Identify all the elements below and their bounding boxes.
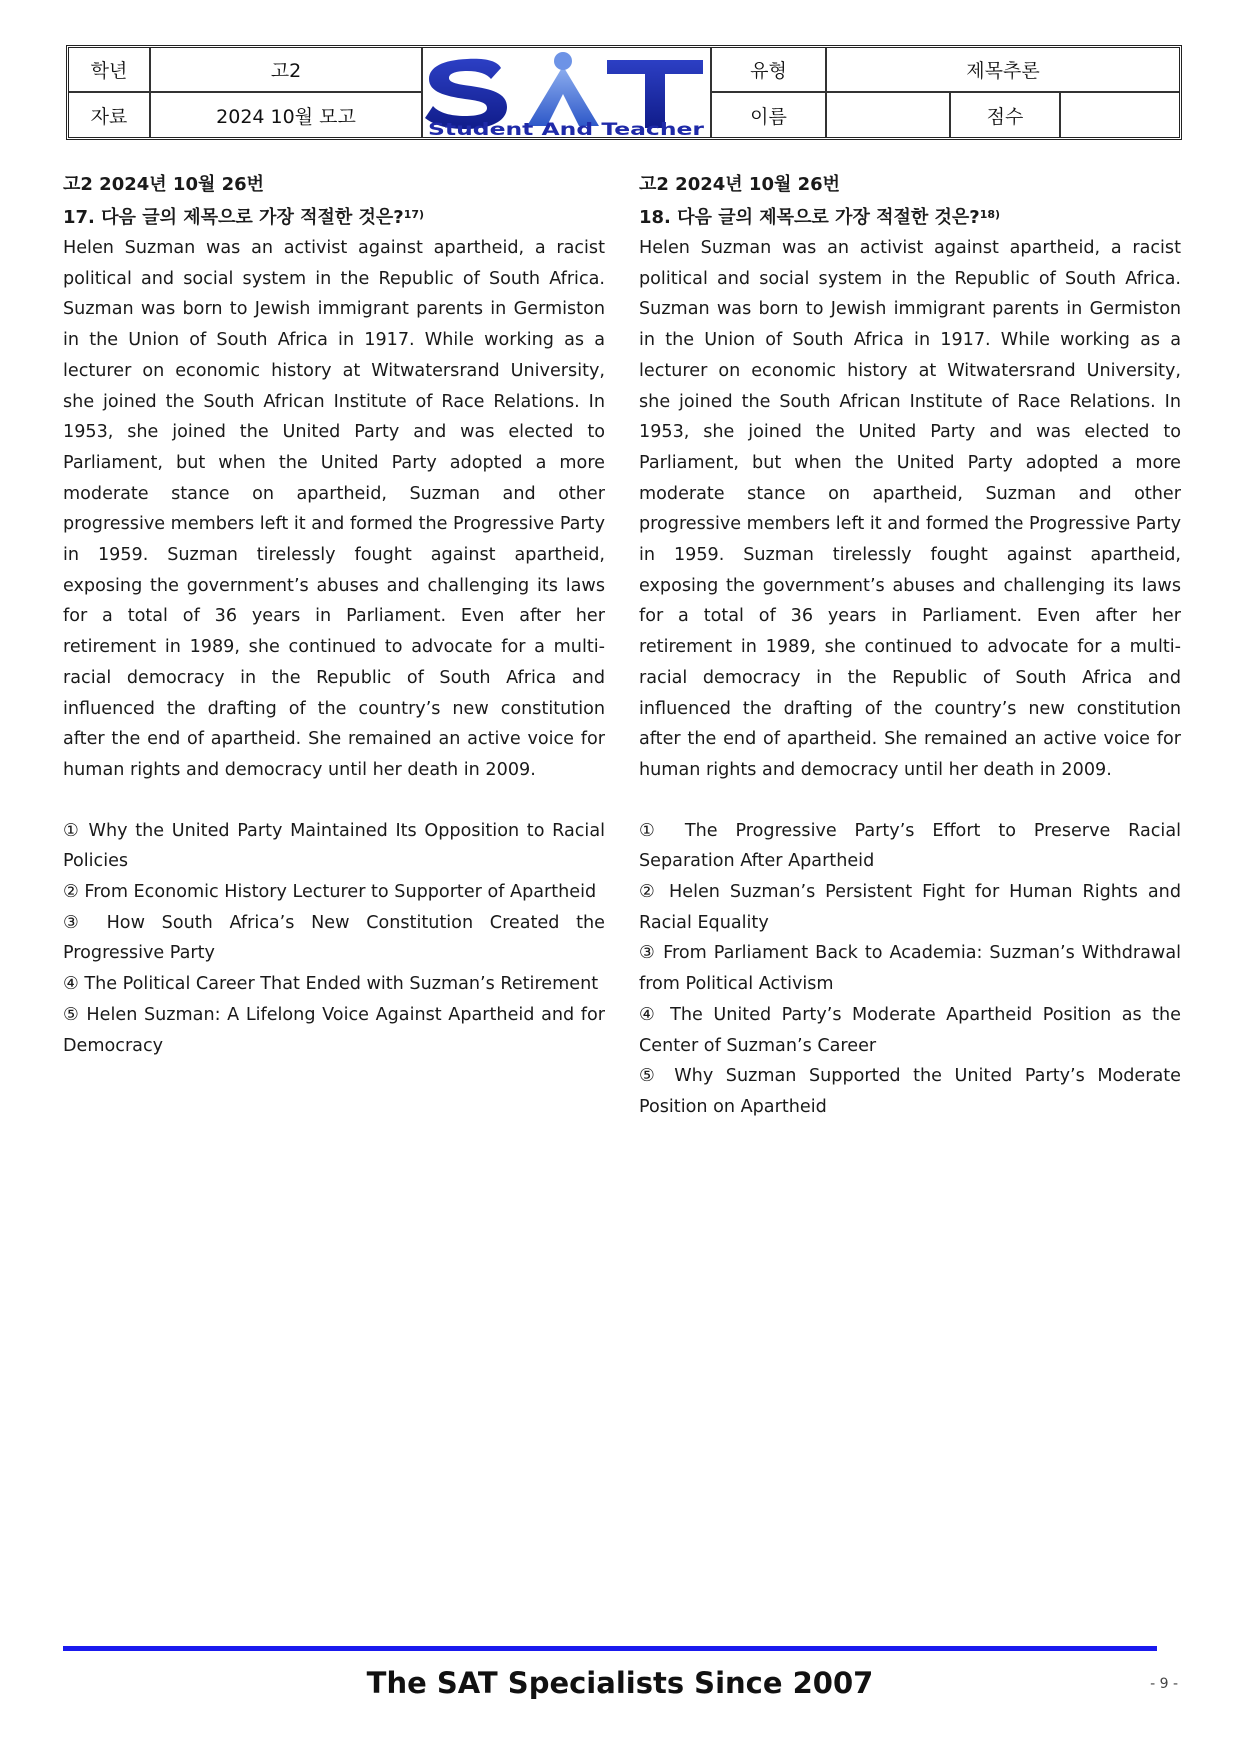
type-label: 유형 [750, 60, 787, 82]
grade-value: 고2 [270, 60, 302, 82]
answer-option-2[interactable]: ② From Economic History Lecturer to Supporter of Apartheid [63, 882, 597, 903]
header-table [66, 45, 1182, 140]
answer-option-5[interactable]: ⑤ Helen Suzman: A Lifelong Voice Against Apartheid and for Democracy [63, 1004, 605, 1056]
question-source: 고2 2024년 10월 26번 [639, 174, 841, 195]
material-value: 2024 10월 모고 [216, 105, 356, 128]
passage-text: Helen Suzman was an activist against apartheid, a racist political and social system in the Republic of South Africa. Suzman was born to Jewish immigrant parents in Germiston in the Union of South Africa in 1917. While working as a lecturer on economic history at Witwatersrand University, she joined the South African Institute of Race Relations. In 1953, she joined the United Party and was elected to Parliament, but when the United Party adopted a more moderate stance on apartheid, Suzman and other progressive members left it and formed the Progressive Party in 1959. Suzman tirelessly fought against apartheid, exposing the government’s abuses and challenging its laws for a total of 36 years in Parliament. Even after her retirement in 1989, she continued to advocate for a multi-racial democracy in the Republic of South Africa and influenced the drafting of the country’s new constitution after the end of apartheid. She remained an active voice for human rights and democracy until her death in 2009. [63, 238, 605, 780]
answer-option-4[interactable]: ④ The United Party’s Moderate Apartheid Position as the Center of Suzman’s Career [639, 1004, 1181, 1056]
question-17 [63, 170, 605, 1061]
answer-options [639, 816, 1181, 1123]
material-label: 자료 [90, 105, 128, 128]
question-title-text: 18. 다음 글의 제목으로 가장 적절한 것은? [639, 207, 980, 228]
answer-option-4[interactable]: ④ The Political Career That Ended with Suzman’s Retirement [63, 974, 599, 995]
question-title [63, 200, 605, 233]
answer-option-5[interactable]: ⑤ Why Suzman Supported the United Party’s Moderate Position on Apartheid [639, 1066, 1181, 1117]
answer-option-3[interactable]: ③ From Parliament Back to Academia: Suzman’s Withdrawal from Political Activism [639, 943, 1181, 995]
footer-divider [63, 1646, 1157, 1651]
question-title-text: 17. 다음 글의 제목으로 가장 적절한 것은? [63, 207, 404, 228]
answer-option-1[interactable]: ① The Progressive Party’s Effort to Preserve Racial Separation After Apartheid [639, 820, 1181, 872]
question-source: 고2 2024년 10월 26번 [63, 174, 265, 195]
answer-option-3[interactable]: ③ How South Africa’s New Constitution Created the Progressive Party [63, 912, 605, 964]
answer-options [63, 816, 605, 1062]
score-field[interactable] [1061, 93, 1179, 137]
score-label: 점수 [986, 105, 1024, 128]
name-label: 이름 [750, 105, 787, 128]
type-value: 제목추론 [966, 60, 1040, 82]
logo-tagline: Student And Teacher [428, 120, 705, 137]
grade-label: 학년 [90, 60, 128, 82]
answer-option-1[interactable]: ① Why the United Party Maintained Its Opposition to Racial Policies [63, 820, 605, 872]
sat-logo-graphic [423, 48, 709, 137]
answer-option-2[interactable]: ② Helen Suzman’s Persistent Fight for Human Rights and Racial Equality [639, 882, 1181, 933]
footnote-marker: 17) [403, 208, 425, 221]
footer-slogan: The SAT Specialists Since 2007 [366, 1666, 874, 1700]
question-18 [639, 170, 1181, 1123]
name-field[interactable] [827, 93, 949, 137]
sat-logo [423, 48, 709, 137]
question-title [639, 200, 1181, 233]
page-number: - 9 - [1150, 1676, 1178, 1692]
footnote-marker: 18) [979, 208, 1001, 221]
passage-text: Helen Suzman was an activist against apartheid, a racist political and social system in the Republic of South Africa. Suzman was born to Jewish immigrant parents in Germiston in the Union of South Africa in 1917. While working as a lecturer on economic history at Witwatersrand University, she joined the South African Institute of Race Relations. In 1953, she joined the United Party and was elected to Parliament, but when the United Party adopted a more moderate stance on apartheid, Suzman and other progressive members left it and formed the Progressive Party in 1959. Suzman tirelessly fought against apartheid, exposing the government’s abuses and challenging its laws for a total of 36 years in Parliament. Even after her retirement in 1989, she continued to advocate for a multi-racial democracy in the Republic of South Africa and influenced the drafting of the country’s new constitution after the end of apartheid. She remained an active voice for human rights and democracy until her death in 2009. [639, 238, 1181, 780]
